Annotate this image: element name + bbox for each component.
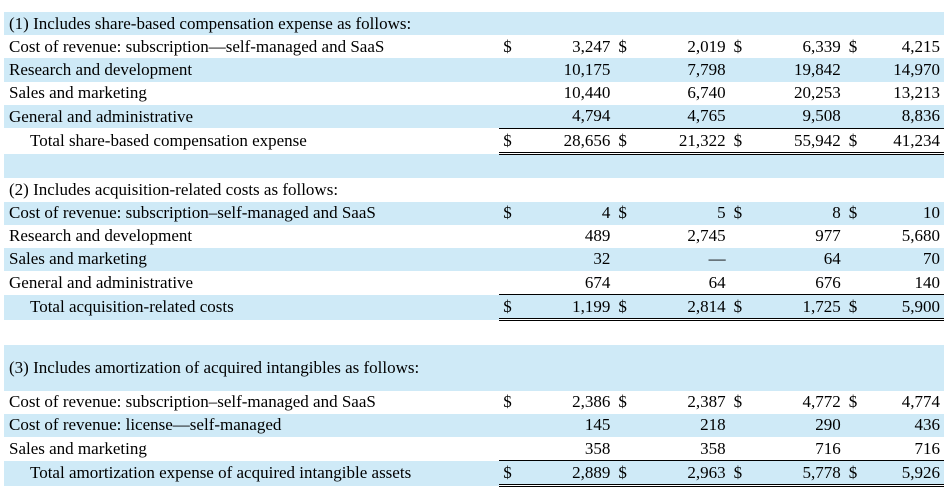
empty-cell — [614, 345, 636, 391]
currency-symbol — [614, 105, 636, 129]
currency-symbol — [614, 414, 636, 437]
value-cell: 358 — [584, 438, 611, 458]
value-cell: 7,798 — [637, 58, 730, 81]
value-cell: 716 — [815, 438, 841, 458]
table-row — [4, 437, 944, 461]
currency-symbol — [845, 82, 867, 105]
currency-symbol — [614, 248, 636, 271]
value-cell: 2,386 — [572, 392, 611, 412]
value-cell: 10,440 — [563, 83, 611, 103]
currency-symbol: $ — [730, 202, 752, 225]
total-value-cell: 5,926 — [867, 461, 944, 486]
currency-symbol — [499, 105, 521, 129]
row-label: Cost of revenue: subscription—self-managed and SaaS — [9, 36, 385, 56]
total-row — [4, 295, 944, 320]
empty-cell — [752, 345, 845, 391]
currency-symbol — [845, 271, 867, 295]
currency-symbol: $ — [614, 461, 636, 486]
currency-symbol — [730, 225, 752, 248]
currency-symbol — [730, 105, 752, 129]
value-cell: 32 — [521, 248, 614, 271]
total-value-cell: 5,778 — [752, 461, 845, 486]
empty-cell — [845, 345, 867, 391]
currency-symbol — [614, 82, 636, 105]
currency-symbol — [845, 105, 867, 129]
section-header-row — [4, 12, 944, 35]
currency-symbol — [845, 225, 867, 248]
row-label: Sales and marketing — [4, 248, 499, 271]
currency-symbol — [730, 58, 752, 81]
total-value-cell: 41,234 — [867, 128, 944, 153]
row-label: Research and development — [4, 58, 499, 81]
value-cell: 13,213 — [893, 83, 940, 103]
value-cell: 10,175 — [521, 58, 614, 81]
currency-symbol — [845, 437, 867, 461]
value-cell: 2,745 — [687, 226, 726, 246]
currency-symbol — [499, 58, 521, 81]
section-header: (3) Includes amortization of acquired intangibles as follows: — [4, 345, 499, 391]
currency-symbol — [499, 437, 521, 461]
total-value-cell: 1,725 — [752, 295, 845, 320]
currency-symbol — [614, 225, 636, 248]
currency-symbol — [845, 58, 867, 81]
row-label: Sales and marketing — [9, 83, 147, 103]
spacer-cell — [4, 154, 944, 179]
value-cell: 70 — [867, 248, 944, 271]
value-cell: 19,842 — [752, 58, 845, 81]
table-row — [4, 105, 944, 129]
value-cell: 489 — [584, 226, 611, 246]
section-header: (1) Includes share-based compensation expense as follows: — [4, 12, 944, 35]
currency-symbol: $ — [618, 392, 627, 412]
value-cell: 290 — [752, 414, 845, 437]
total-value-cell: 2,814 — [637, 295, 730, 320]
table-row — [4, 248, 944, 271]
row-label: Cost of revenue: subscription–self-managed and SaaS — [4, 202, 499, 225]
currency-symbol: $ — [845, 128, 867, 153]
table-body — [4, 12, 944, 486]
section-header-row — [4, 345, 944, 391]
value-cell: 3,247 — [572, 36, 611, 56]
value-cell: 8,836 — [867, 105, 944, 129]
currency-symbol: $ — [730, 295, 752, 320]
table-row — [4, 35, 944, 58]
currency-symbol — [730, 271, 752, 295]
spacer-cell — [4, 320, 944, 345]
value-cell: 4,774 — [901, 392, 940, 412]
value-cell: 358 — [700, 438, 726, 458]
value-cell: 676 — [815, 272, 841, 292]
value-cell: 4 — [521, 202, 614, 225]
total-value-cell: 1,199 — [521, 295, 614, 320]
value-cell: 6,339 — [802, 36, 841, 56]
value-cell: 436 — [867, 414, 944, 437]
value-cell: 4,215 — [901, 36, 940, 56]
empty-cell — [637, 345, 730, 391]
empty-cell — [521, 345, 614, 391]
currency-symbol — [730, 82, 752, 105]
value-cell: 9,508 — [752, 105, 845, 129]
spacer-row — [4, 154, 944, 179]
currency-symbol: $ — [733, 392, 743, 412]
value-cell: 10 — [867, 202, 944, 225]
currency-symbol: $ — [499, 202, 521, 225]
row-label: Cost of revenue: license—self-managed — [4, 414, 499, 437]
table-row — [4, 225, 944, 248]
section-header-row — [4, 178, 944, 201]
value-cell: — — [637, 248, 730, 271]
total-value-cell: 28,656 — [521, 128, 614, 153]
value-cell: 4,772 — [802, 392, 841, 412]
value-cell: 977 — [815, 226, 841, 246]
currency-symbol: $ — [614, 202, 636, 225]
total-row — [4, 461, 944, 486]
currency-symbol: $ — [614, 128, 636, 153]
table-row — [4, 271, 944, 295]
currency-symbol — [499, 414, 521, 437]
currency-symbol: $ — [503, 392, 512, 412]
currency-symbol — [730, 248, 752, 271]
empty-cell — [730, 345, 752, 391]
currency-symbol: $ — [618, 36, 627, 56]
currency-symbol: $ — [848, 392, 858, 412]
currency-symbol — [614, 271, 636, 295]
currency-symbol — [614, 437, 636, 461]
currency-symbol: $ — [733, 36, 743, 56]
section-header: (2) Includes acquisition-related costs as follows: — [9, 179, 339, 199]
value-cell: 140 — [914, 272, 940, 292]
value-cell: 2,387 — [687, 392, 726, 412]
table-row — [4, 82, 944, 105]
total-value-cell: 21,322 — [637, 128, 730, 153]
row-label: Research and development — [9, 226, 193, 246]
total-value-cell: 5,900 — [867, 295, 944, 320]
table-row — [4, 58, 944, 81]
value-cell: 5,680 — [901, 226, 940, 246]
table-row — [4, 391, 944, 414]
total-label: Total acquisition-related costs — [4, 295, 499, 320]
total-value-cell: 55,942 — [752, 128, 845, 153]
row-label: Cost of revenue: subscription–self-managed and SaaS — [9, 392, 376, 412]
currency-symbol — [730, 414, 752, 437]
currency-symbol — [845, 248, 867, 271]
value-cell: 64 — [708, 272, 726, 292]
currency-symbol: $ — [499, 461, 521, 486]
currency-symbol: $ — [845, 461, 867, 486]
currency-symbol — [499, 225, 521, 248]
currency-symbol: $ — [499, 128, 521, 153]
spacer-row — [4, 320, 944, 345]
value-cell: 5 — [637, 202, 730, 225]
value-cell: 4,765 — [637, 105, 730, 129]
currency-symbol: $ — [730, 461, 752, 486]
value-cell: 14,970 — [867, 58, 944, 81]
currency-symbol: $ — [614, 295, 636, 320]
currency-symbol — [499, 248, 521, 271]
table-row — [4, 202, 944, 225]
value-cell: 20,253 — [794, 83, 841, 103]
empty-cell — [867, 345, 944, 391]
currency-symbol: $ — [730, 128, 752, 153]
total-value-cell: 2,889 — [521, 461, 614, 486]
value-cell: 145 — [521, 414, 614, 437]
currency-symbol — [499, 271, 521, 295]
value-cell: 64 — [752, 248, 845, 271]
currency-symbol: $ — [499, 295, 521, 320]
value-cell: 674 — [584, 272, 611, 292]
currency-symbol — [614, 58, 636, 81]
row-label: General and administrative — [9, 272, 194, 292]
currency-symbol: $ — [503, 36, 512, 56]
currency-symbol — [730, 437, 752, 461]
value-cell: 2,019 — [687, 36, 726, 56]
total-value-cell: 2,963 — [637, 461, 730, 486]
currency-symbol: $ — [845, 202, 867, 225]
currency-symbol: $ — [848, 36, 858, 56]
value-cell: 8 — [752, 202, 845, 225]
row-label: General and administrative — [4, 105, 499, 129]
value-cell: 4,794 — [521, 105, 614, 129]
row-label: Sales and marketing — [9, 438, 147, 458]
table-row — [4, 414, 944, 437]
total-label: Total amortization expense of acquired intangible assets — [4, 461, 499, 486]
total-row — [4, 128, 944, 153]
empty-cell — [499, 345, 521, 391]
currency-symbol — [845, 414, 867, 437]
currency-symbol: $ — [845, 295, 867, 320]
value-cell: 716 — [914, 438, 940, 458]
value-cell: 218 — [637, 414, 730, 437]
currency-symbol — [499, 82, 521, 105]
value-cell: 6,740 — [687, 83, 726, 103]
expense-breakdown-table — [4, 12, 944, 487]
total-label: Total share-based compensation expense — [30, 131, 307, 151]
